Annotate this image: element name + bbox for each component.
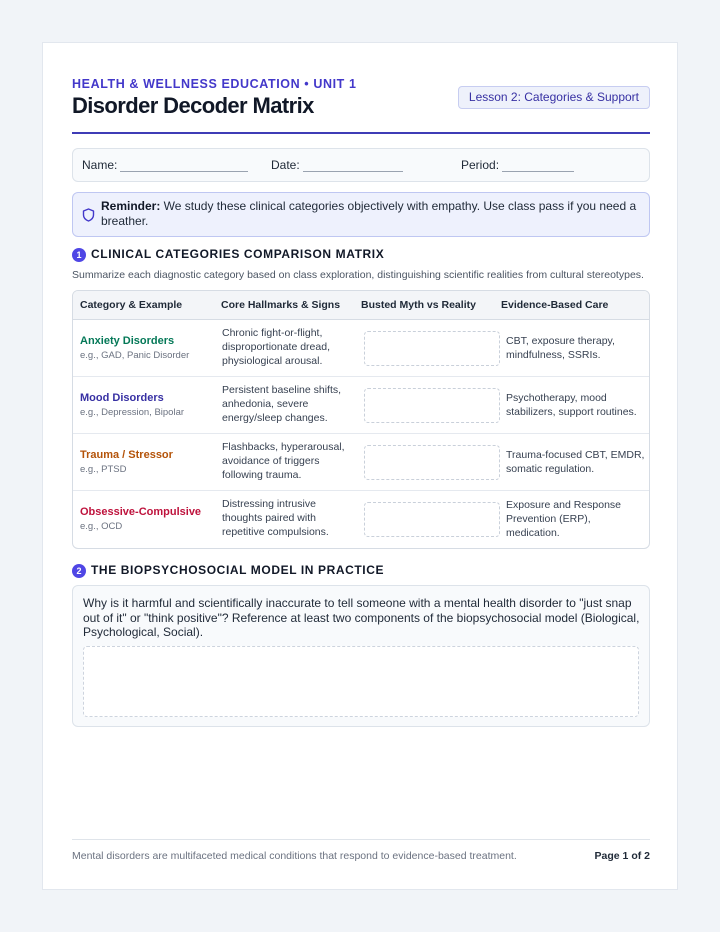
hallmarks-cell: Distressing intrusive thoughts paired with repetitive compulsions. bbox=[222, 498, 329, 538]
myth-answer-box[interactable] bbox=[364, 388, 500, 423]
comparison-matrix bbox=[72, 290, 650, 549]
reminder-label: Reminder: bbox=[101, 199, 161, 213]
section-title: CLINICAL CATEGORIES COMPARISON MATRIX bbox=[91, 247, 385, 261]
section-subtitle: Summarize each diagnostic category based on class exploration, distinguishing scientific realities from cultural stereotypes. bbox=[72, 269, 644, 281]
name-label: Name: bbox=[82, 158, 118, 172]
date-field[interactable] bbox=[271, 158, 403, 172]
name-line[interactable] bbox=[120, 160, 248, 172]
answer-box[interactable] bbox=[83, 646, 639, 717]
table-row bbox=[73, 320, 649, 377]
footer-note: Mental disorders are multifaceted medical conditions that respond to evidence-based treatment. bbox=[72, 850, 517, 862]
myth-answer-box[interactable] bbox=[364, 331, 500, 366]
hallmarks-cell: Persistent baseline shifts, anhedonia, severe energy/sleep changes. bbox=[222, 384, 342, 424]
column-header: Busted Myth vs Reality bbox=[361, 299, 476, 311]
myth-answer-box[interactable] bbox=[364, 445, 500, 480]
page-footer bbox=[72, 839, 650, 861]
category-name: Obsessive-Compulsive bbox=[80, 506, 202, 518]
care-cell: Psychotherapy, mood stabilizers, support routines. bbox=[506, 392, 637, 418]
category-example: e.g., Depression, Bipolar bbox=[80, 407, 185, 418]
category-example: e.g., GAD, Panic Disorder bbox=[80, 350, 190, 361]
matrix-header-row bbox=[73, 291, 649, 320]
hallmarks-cell: Flashbacks, hyperarousal, avoidance of triggers following trauma. bbox=[222, 441, 345, 481]
name-field[interactable] bbox=[82, 158, 248, 172]
period-label: Period: bbox=[461, 158, 500, 172]
care-cell: CBT, exposure therapy, mindfulness, SSRIs. bbox=[506, 335, 615, 361]
reminder-callout bbox=[72, 192, 650, 237]
lesson-badge: Lesson 2: Categories & Support bbox=[458, 86, 650, 109]
column-header: Evidence-Based Care bbox=[501, 299, 609, 311]
table-row bbox=[73, 434, 649, 491]
page-title: Disorder Decoder Matrix bbox=[72, 93, 314, 118]
myth-answer-box[interactable] bbox=[364, 502, 500, 537]
reminder-body: We study these clinical categories objectively with empathy. Use class pass if you need a breather. bbox=[101, 199, 637, 228]
period-field[interactable] bbox=[461, 158, 574, 172]
column-header: Core Hallmarks & Signs bbox=[221, 299, 341, 311]
care-cell: Trauma-focused CBT, EMDR, somatic regulation. bbox=[506, 449, 645, 475]
table-row bbox=[73, 377, 649, 434]
period-line[interactable] bbox=[502, 160, 574, 172]
category-name: Anxiety Disorders bbox=[80, 335, 175, 347]
care-cell: Exposure and Response Prevention (ERP), medication. bbox=[506, 499, 621, 539]
worksheet-page bbox=[42, 42, 678, 890]
biopsychosocial-question-box bbox=[72, 585, 650, 727]
date-label: Date: bbox=[271, 158, 300, 172]
section-number-badge: 1 bbox=[72, 248, 86, 262]
reminder-text bbox=[101, 199, 637, 229]
worksheet-header bbox=[72, 77, 650, 134]
category-example: e.g., OCD bbox=[80, 521, 123, 532]
column-header: Category & Example bbox=[80, 299, 183, 311]
page-number: Page 1 of 2 bbox=[594, 850, 650, 862]
table-row bbox=[73, 491, 649, 548]
hallmarks-cell: Chronic fight-or-flight, disproportionate dread, physiological arousal. bbox=[222, 327, 330, 367]
section-title: THE BIOPSYCHOSOCIAL MODEL IN PRACTICE bbox=[91, 563, 385, 577]
question-text: Why is it harmful and scientifically inaccurate to tell someone with a mental health disorder to "just snap out of it" or "think positive"? Reference at least two components of the biopsychosocial model (Biological, Psychological, Social). bbox=[83, 596, 640, 639]
date-line[interactable] bbox=[303, 160, 403, 172]
student-info-bar bbox=[72, 148, 650, 182]
category-name: Trauma / Stressor bbox=[80, 449, 173, 461]
category-name: Mood Disorders bbox=[80, 392, 164, 404]
course-eyebrow: HEALTH & WELLNESS EDUCATION • UNIT 1 bbox=[72, 77, 357, 91]
category-example: e.g., PTSD bbox=[80, 464, 127, 475]
section-number-badge: 2 bbox=[72, 564, 86, 578]
shield-icon bbox=[82, 208, 95, 227]
